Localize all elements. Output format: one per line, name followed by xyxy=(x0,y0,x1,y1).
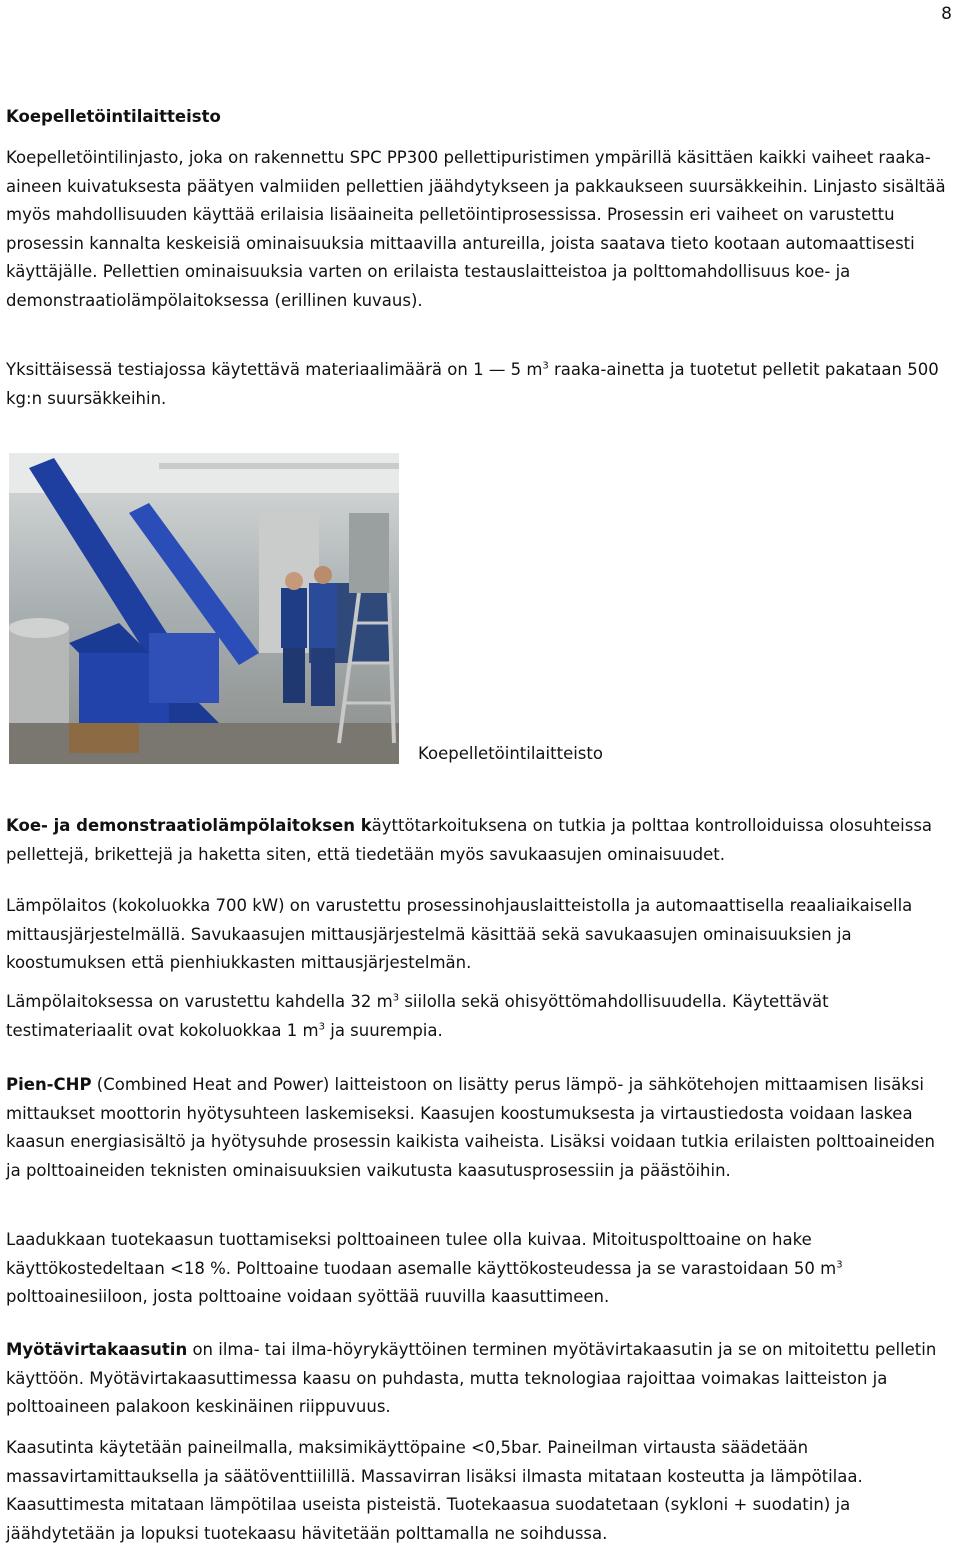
paragraph-small-chp xyxy=(6,1071,951,1185)
paragraph-silos xyxy=(6,988,951,1045)
superscript: 3 xyxy=(542,360,549,372)
text-span: Lämpölaitoksessa on varustettu kahdella 32 m xyxy=(6,992,393,1011)
paragraph-downdraft-gasifier xyxy=(6,1336,951,1422)
paragraph-pelletizing-line: Koepelletöintilinjasto, joka on rakennettu SPC PP300 pellettipuristimen ympärillä käsittäen kaikki vaiheet raaka-aineen kuivatuksesta päätyen valmiiden pellettien jäähdytykseen ja pakkaukseen suursäkkeihin. Linjasto sisältää myös mahdollisuuden käyttää erilaisia lisäaineita pelletöintiprosessissa. Prosessin eri vaiheet on varustettu prosessin kannalta keskeisiä ominaisuuksia mittaavilla antureilla, joista saatava tieto kootaan automaattisesti käyttäjälle. Pellettien ominaisuuksia varten on erilaista testauslaitteistoa ja polttomahdollisuus koe- ja demonstraatiolämpölaitoksessa (erillinen kuvaus). xyxy=(6,148,946,310)
paragraph-gasifier-operation: Kaasutinta käytetään paineilmalla, maksimikäyttöpaine <0,5bar. Paineilman virtausta säädetään massavirtamittauksella ja säätöventtiilillä. Massavirran lisäksi ilmasta mitataan kosteutta ja lämpötilaa. Kaasuttimesta mitataan lämpötilaa useista pisteistä. Tuotekaasua suodatetaan (sykloni + suodatin) ja jäähdytetään ja lopuksi tuotekaasu hävitetään polttamalla ne soihdussa. xyxy=(6,1438,863,1543)
text-span: Yksittäisessä testiajossa käytettävä materiaalimäärä on 1 — 5 m xyxy=(6,360,543,379)
text-span: on ilma- tai ilma-höyrykäyttöinen terminen myötävirtakaasutin ja se on mitoitettu pelletin käyttöön. Myötävirtakaasuttimessa kaasu on puhdasta, mutta teknologiaa rajoittaa voimakas laitteiston ja polttoaineen palakoon keskinäinen riippuvuus. xyxy=(6,1340,937,1417)
text-span: (Combined Heat and Power) laitteistoon on lisätty perus lämpö- ja sähkötehojen mittaamisen lisäksi mittaukset moottorin hyötysuhteen laskemiseksi. Kaasujen koostumuksesta ja virtaustiedosta voidaan laskea kaasun energiasisältö ja hyötysuhde prosessin kaikista vaiheista. Lisäksi voidaan tutkia erilaisten polttoaineiden ja polttoaineiden teknisten ominaisuuksien vaikutusta kaasutusprosessiin ja päästöihin. xyxy=(6,1075,935,1180)
text-span: polttoainesiiloon, josta polttoaine voidaan syöttää ruuvilla kaasuttimeen. xyxy=(6,1287,610,1307)
bold-term: Koe- ja demonstraatiolämpölaitoksen k xyxy=(6,816,372,835)
paragraph-fuel xyxy=(6,1226,951,1312)
text-span: Laadukkaan tuotekaasun tuottamiseksi polttoaineen tulee olla kuivaa. Mitoituspolttoaine on hake käyttökostedeltaan <18 %. Polttoaine tuodaan asemalle käyttökosteudessa ja se varastoidaan 50 m xyxy=(6,1230,837,1278)
paragraph-heating-plant-equipment: Lämpölaitos (kokoluokka 700 kW) on varustettu prosessinohjauslaitteistolla ja automaattisella reaaliaikaisella mittausjärjestelmällä. Savukaasujen mittausjärjestelmä käsittää sekä savukaasujen ominaisuuksien ja koostumuksen että pienhiukkasten mittausjärjestelmän. xyxy=(6,896,913,973)
paragraph-test-run-amount xyxy=(6,356,951,413)
text-span: raaka-ainetta ja tuotetut pelletit pakataan 500 kg:n suursäkkeihin. xyxy=(6,360,939,408)
superscript: 3 xyxy=(318,1021,325,1033)
pelletizing-equipment-photo xyxy=(9,453,399,764)
bold-term: Pien-CHP xyxy=(6,1075,92,1094)
text-span: ja suurempia. xyxy=(324,1020,443,1040)
bold-term: Myötävirtakaasutin xyxy=(6,1340,188,1359)
photo-caption: Koepelletöintilaitteisto xyxy=(418,744,603,763)
section-title: Koepelletöintilaitteisto xyxy=(6,107,221,126)
paragraph-heating-plant-purpose xyxy=(6,812,951,869)
page-number: 8 xyxy=(941,4,952,24)
superscript: 3 xyxy=(392,992,400,1004)
superscript: 3 xyxy=(836,1259,843,1271)
text-span: äyttötarkoituksena on tutkia ja polttaa kontrolloiduissa olosuhteissa pellettejä, brikettejä ja haketta siten, että tiedetään myös savukaasujen ominaisuudet. xyxy=(6,816,933,864)
text-span: siilolla sekä ohisyöttömahdollisuudella. Käytettävät testimateriaalit ovat kokoluokkaa 1 m xyxy=(6,992,829,1040)
